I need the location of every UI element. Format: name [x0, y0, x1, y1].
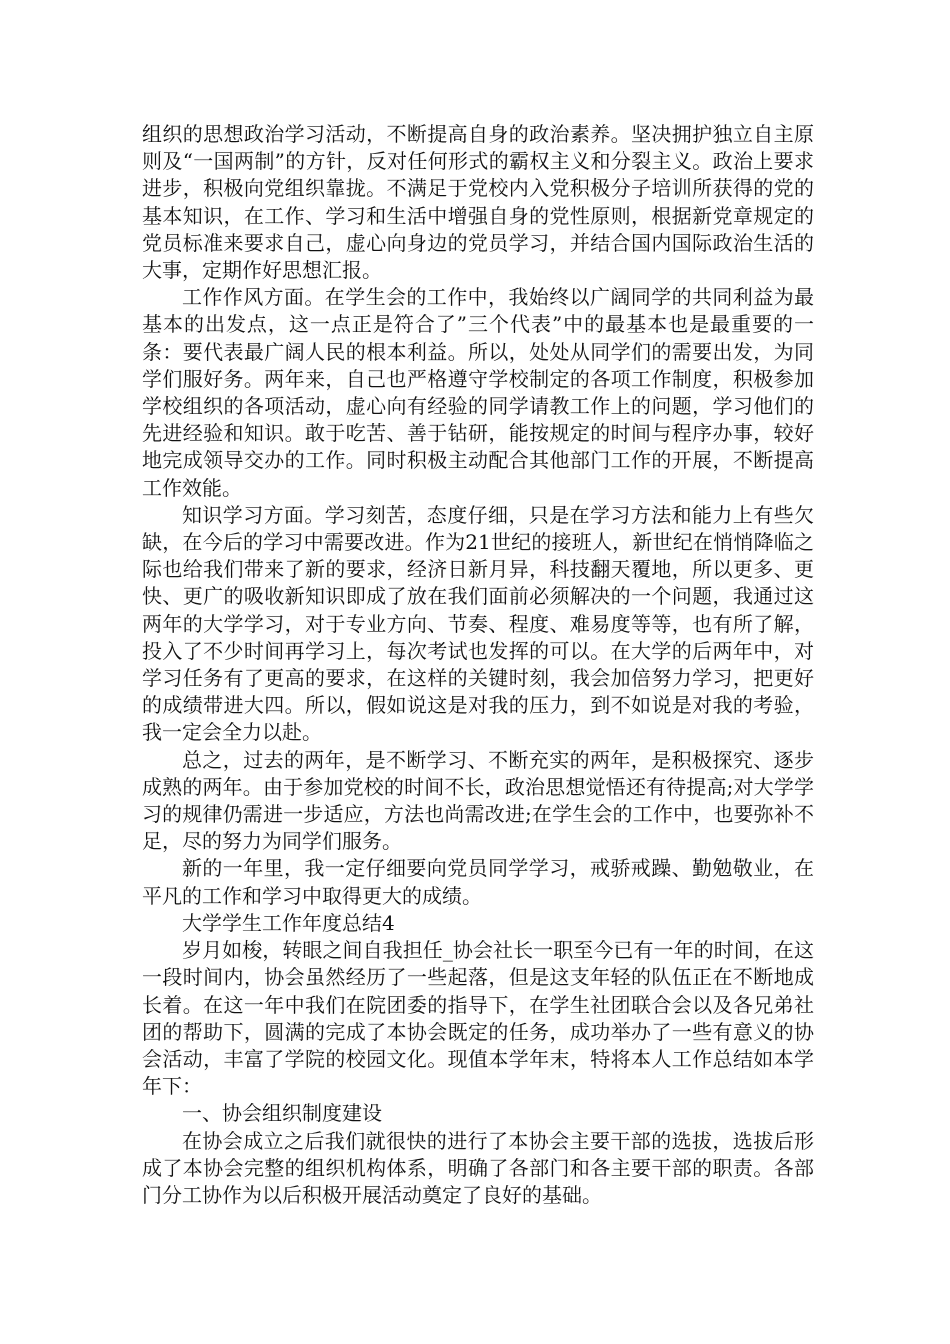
document-page [142, 121, 814, 1209]
paragraph-new-year: 新的一年里，我一定仔细要向党员同学学习，戒骄戒躁、勤勉敬业，在平凡的工作和学习中取得更大的成绩。 [142, 856, 814, 908]
paragraph-knowledge-study: 知识学习方面。学习刻苦，态度仔细，只是在学习方法和能力上有些欠缺，在今后的学习中需要改进。作为21世纪的接班人，新世纪在悄悄降临之际也给我们带来了新的要求，经济日新月异，科技翻天覆地，所以更多、更快、更广的吸收新知识即成了放在我们面前必须解决的一个问题，我通过这两年的大学学习，对于专业方向、节奏、程度、难易度等等，也有所了解，投入了不少时间再学习上，每次考试也发挥的可以。在大学的后两年中，对学习任务有了更高的要求，在这样的关键时刻，我会加倍努力学习，把更好的成绩带进大四。所以，假如说这是对我的压力，到不如说是对我的考验，我一定会全力以赴。 [142, 502, 814, 745]
paragraph-association-intro: 岁月如梭，转眼之间自我担任_协会社长一职至今已有一年的时间，在这一段时间内，协会虽然经历了一些起落，但是这支年轻的队伍正在不断地成长着。在这一年中我们在院团委的指导下，在学生社团联合会以及各兄弟社团的帮助下，圆满的完成了本协会既定的任务，成功举办了一些有意义的协会活动，丰富了学院的校园文化。现值本学年末，特将本人工作总结如本学年下： [142, 938, 814, 1099]
paragraph-work-style: 工作作风方面。在学生会的工作中，我始终以广阔同学的共同利益为最基本的出发点，这一点正是符合了”三个代表”中的最基本也是最重要的一条：要代表最广阔人民的根本利益。所以，处处从同学们的需要出发，为同学们服好务。两年来，自己也严格遵守学校制定的各项工作制度，积极参加学校组织的各项活动，虚心向有经验的同学请教工作上的问题，学习他们的先进经验和知识。敢于吃苦、善于钻研，能按规定的时间与程序办事，较好地完成领导交办的工作。同时积极主动配合其他部门工作的开展，不断提高工作效能。 [142, 285, 814, 500]
subsection-heading: 一、协会组织制度建设 [182, 1101, 382, 1126]
section-title: 大学学生工作年度总结4 [182, 910, 395, 935]
paragraph-summary: 总之，过去的两年，是不断学习、不断充实的两年，是积极探究、逐步成熟的两年。由于参加党校的时间不长，政治思想觉悟还有待提高;对大学学习的规律仍需进一步适应，方法也尚需改进;在学生会的工作中，也要弥补不足，尽的努力为同学们服务。 [142, 747, 814, 854]
paragraph-political-study: 组织的思想政治学习活动，不断提高自身的政治素养。坚决拥护独立自主原则及“一国两制”的方针，反对任何形式的霸权主义和分裂主义。政治上要求进步，积极向党组织靠拢。不满足于党校内入党积极分子培训所获得的党的基本知识，在工作、学习和生活中增强自身的党性原则，根据新党章规定的党员标准来要求自己，虚心向身边的党员学习，并结合国内国际政治生活的大事，定期作好思想汇报。 [142, 122, 814, 283]
paragraph-organization: 在协会成立之后我们就很快的进行了本协会主要干部的选拔，选拔后形成了本协会完整的组织机构体系，明确了各部门和各主要干部的职责。各部门分工协作为以后积极开展活动奠定了良好的基础。 [142, 1128, 814, 1207]
